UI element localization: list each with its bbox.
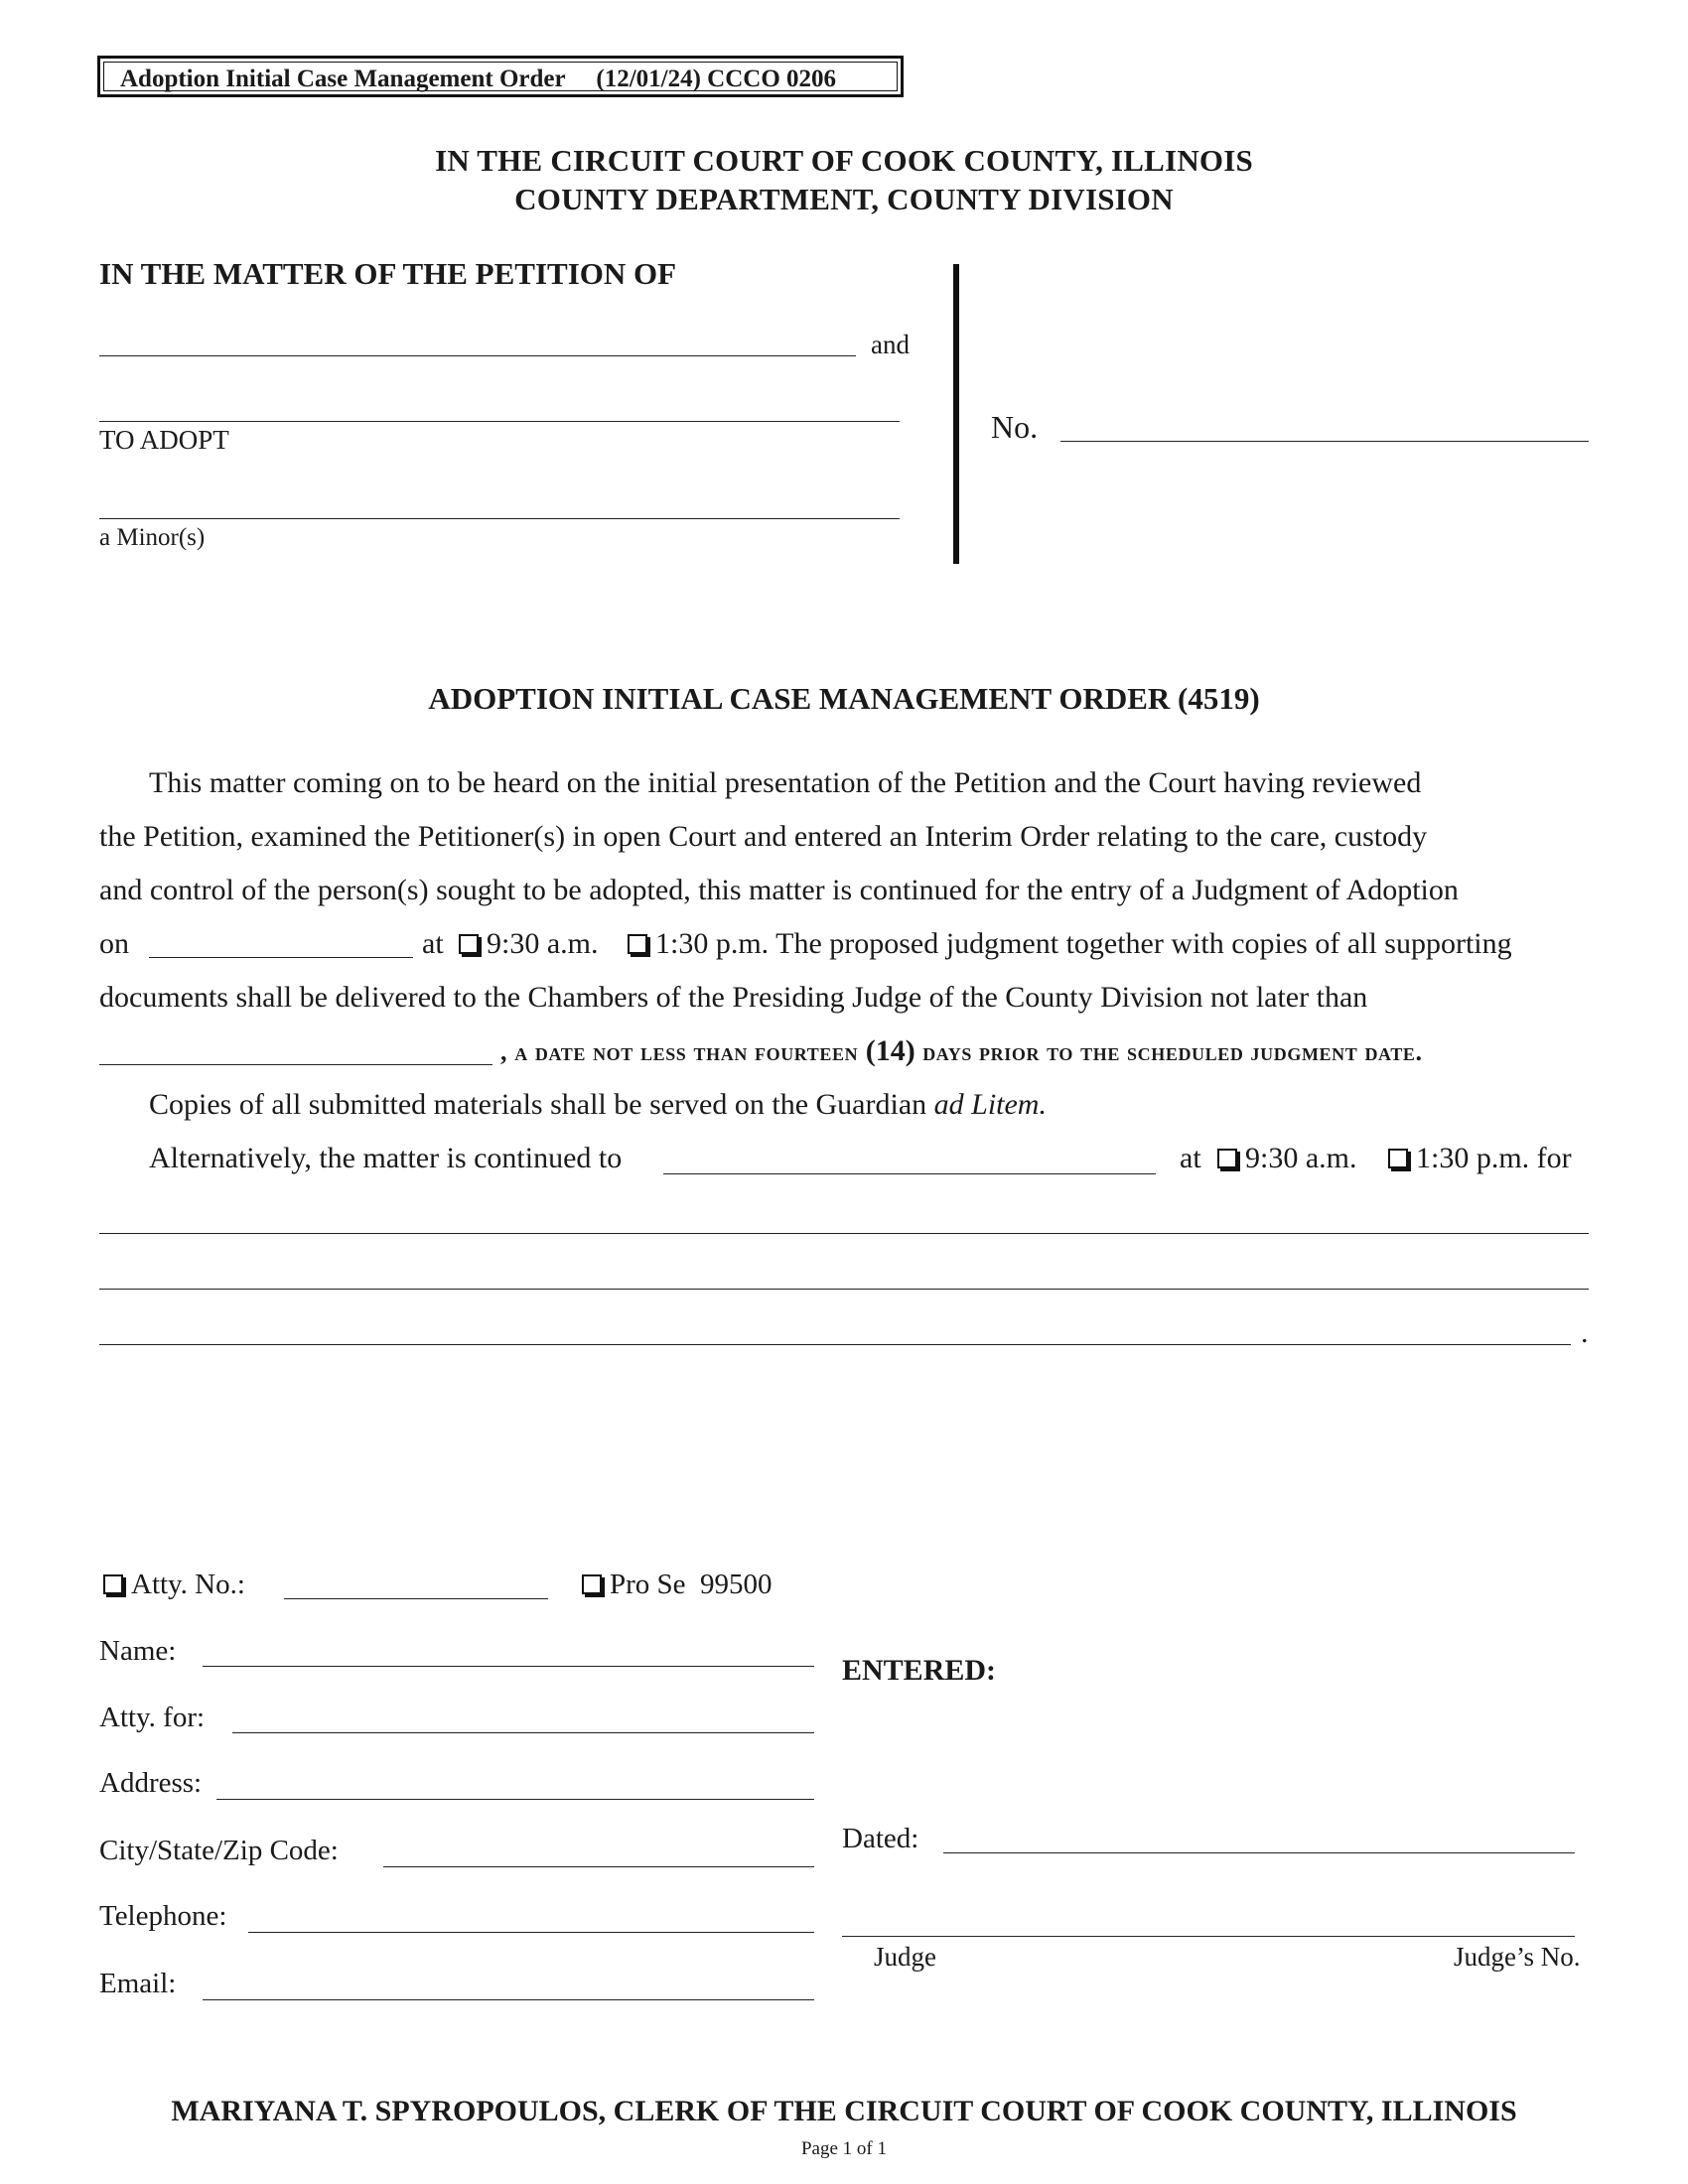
email-label: Email:: [99, 1968, 177, 1999]
telephone-label: Telephone:: [99, 1900, 227, 1932]
clerk-footer: MARIYANA T. SPYROPOULOS, CLERK OF THE CIRCUIT COURT OF COOK COUNTY, ILLINOIS: [171, 2095, 1517, 2127]
and-label: and: [871, 330, 910, 359]
body-line-5: documents shall be delivered to the Chambers of the Presiding Judge of the County Division not later than: [99, 981, 1368, 1014]
time-130-checkbox[interactable]: [628, 934, 647, 954]
case-number-field[interactable]: [1060, 441, 1589, 442]
atty-for-field[interactable]: [232, 1732, 814, 1733]
time-130-sentence: 1:30 p.m. The proposed judgment together with copies of all supporting: [655, 927, 1512, 960]
court-division: COUNTY DEPARTMENT, COUNTY DIVISION: [514, 182, 1174, 216]
minor-name-field[interactable]: [99, 518, 900, 519]
atty-no-checkbox[interactable]: [103, 1574, 123, 1594]
form-id-box: [97, 56, 904, 97]
address-field[interactable]: [216, 1799, 814, 1800]
body-line-1: This matter coming on to be heard on the initial presentation of the Petition and the Court having reviewed: [149, 766, 1422, 799]
guardian-text: Copies of all submitted materials shall be served on the Guardian: [149, 1088, 927, 1121]
alt-time-930-checkbox[interactable]: [1217, 1149, 1237, 1168]
name-label: Name:: [99, 1635, 177, 1667]
body-line-2: the Petition, examined the Petitioner(s) in open Court and entered an Interim Order relating to the care, custody: [99, 820, 1428, 853]
atty-no-label: Atty. No.:: [131, 1569, 245, 1600]
alt-at-label: at: [1180, 1142, 1201, 1174]
judge-signature-field[interactable]: [842, 1936, 1575, 1937]
alt-time-930-label: 9:30 a.m.: [1245, 1142, 1357, 1174]
time-930-checkbox[interactable]: [459, 934, 479, 954]
purpose-end-period: .: [1581, 1316, 1589, 1349]
judge-label: Judge: [874, 1942, 936, 1972]
email-field[interactable]: [203, 1999, 814, 2000]
judgment-date-field[interactable]: [149, 957, 413, 958]
purpose-line-3[interactable]: [99, 1344, 1571, 1345]
purpose-line-1[interactable]: [99, 1233, 1589, 1234]
atty-no-field[interactable]: [284, 1598, 548, 1599]
address-label: Address:: [99, 1767, 203, 1799]
continued-date-field[interactable]: [663, 1173, 1156, 1174]
caption-divider: [953, 264, 959, 564]
to-adopt-label: TO ADOPT: [99, 425, 229, 455]
at-label: at: [422, 927, 444, 960]
city-state-zip-field[interactable]: [383, 1866, 814, 1867]
ad-litem-text: ad Litem.: [933, 1088, 1047, 1121]
alternative-label: Alternatively, the matter is continued to: [149, 1142, 623, 1174]
deadline-text-post: days prior to the scheduled judgment date.: [922, 1037, 1423, 1066]
name-field[interactable]: [203, 1666, 814, 1667]
entered-label: ENTERED:: [842, 1654, 997, 1687]
dated-label: Dated:: [842, 1823, 919, 1854]
on-label: on: [99, 927, 129, 960]
case-number-label: No.: [991, 409, 1039, 445]
order-title: ADOPTION INITIAL CASE MANAGEMENT ORDER (4519): [428, 681, 1260, 716]
telephone-field[interactable]: [248, 1932, 814, 1933]
matter-label: IN THE MATTER OF THE PETITION OF: [99, 256, 677, 291]
purpose-line-2[interactable]: [99, 1289, 1589, 1290]
alt-time-130-checkbox[interactable]: [1388, 1149, 1408, 1168]
body-line-3: and control of the person(s) sought to be adopted, this matter is continued for the entry of a Judgment of Adoption: [99, 874, 1459, 906]
pro-se-checkbox[interactable]: [582, 1574, 602, 1594]
alt-time-130-label: 1:30 p.m. for: [1416, 1142, 1572, 1174]
deadline-days: (14): [865, 1034, 915, 1067]
deadline-text-pre: , a date not less than fourteen: [500, 1037, 859, 1066]
pro-se-label: Pro Se 99500: [610, 1569, 773, 1600]
form-id-label: Adoption Initial Case Management Order (12/01/24) CCCO 0206: [103, 62, 898, 91]
dated-field[interactable]: [943, 1852, 1575, 1853]
time-930-label: 9:30 a.m.: [487, 927, 599, 960]
judge-number-label: Judge’s No.: [1454, 1942, 1581, 1972]
atty-for-label: Atty. for:: [99, 1702, 206, 1733]
delivery-date-field[interactable]: [99, 1064, 492, 1065]
minor-label: a Minor(s): [99, 524, 206, 551]
city-state-zip-label: City/State/Zip Code:: [99, 1835, 339, 1866]
petitioner-1-field[interactable]: [99, 355, 856, 356]
petitioner-2-field[interactable]: [99, 421, 900, 422]
page-number: Page 1 of 1: [800, 2138, 887, 2159]
court-name: IN THE CIRCUIT COURT OF COOK COUNTY, ILLINOIS: [435, 143, 1253, 178]
